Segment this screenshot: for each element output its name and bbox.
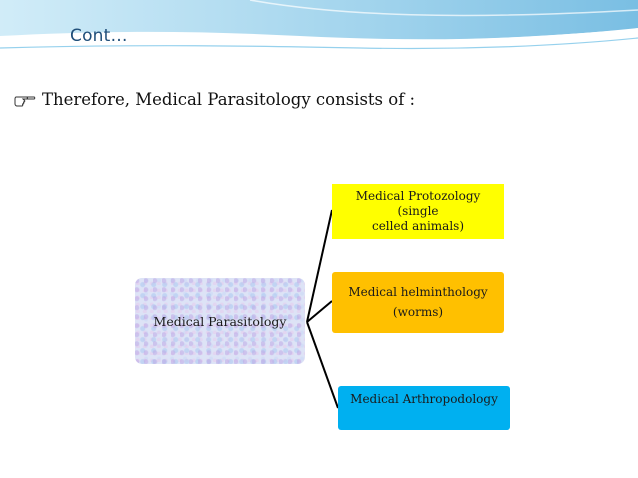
child-node-label-line2: (worms) bbox=[392, 305, 444, 319]
child-node-label-line1: Medical Protozology (single bbox=[355, 189, 481, 218]
pointing-hand-icon bbox=[14, 91, 36, 109]
root-node-label: Medical Parasitology bbox=[153, 313, 287, 329]
root-node-medical-parasitology bbox=[135, 278, 305, 364]
child-node-label-line2: celled animals) bbox=[371, 219, 465, 233]
connector-to-arthropodology bbox=[307, 322, 338, 408]
bullet-text: Therefore, Medical Parasitology consists of : bbox=[42, 90, 416, 109]
child-node-helminthology bbox=[332, 272, 504, 333]
child-node-arthropodology bbox=[338, 386, 510, 430]
child-node-label-line1: Medical Arthropodology bbox=[350, 392, 498, 406]
child-node-protozology bbox=[332, 184, 504, 239]
child-node-label-line1: Medical helminthology bbox=[348, 285, 488, 299]
connector-to-helminthology bbox=[307, 301, 332, 322]
bullet-point bbox=[14, 90, 415, 109]
slide-title: Cont… bbox=[70, 26, 128, 46]
connector-to-protozology bbox=[307, 210, 332, 322]
